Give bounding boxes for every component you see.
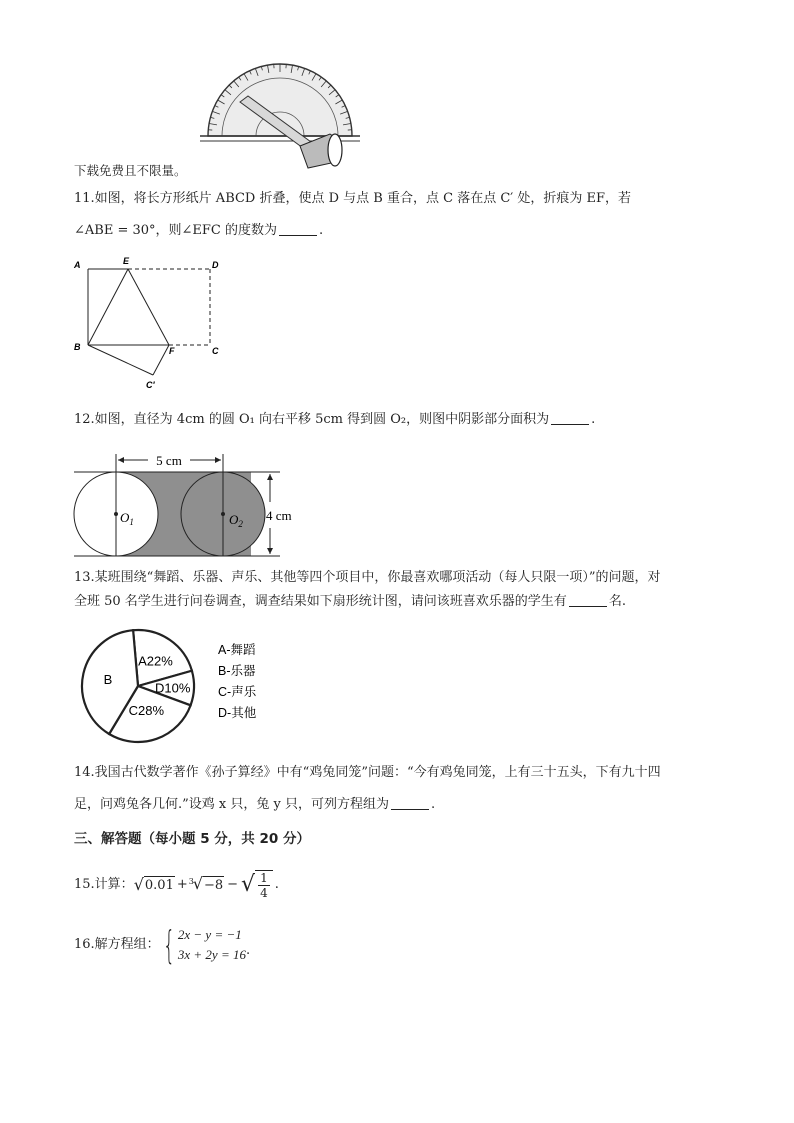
o2-sub: 2 — [238, 519, 243, 529]
equation-2: 3x + 2y = 16 — [177, 947, 246, 962]
label-F: F — [169, 346, 175, 356]
q13-line2 — [74, 593, 626, 611]
protractor-illustration — [196, 58, 364, 170]
label-B: B — [74, 342, 81, 352]
o1-sub: 1 — [129, 517, 134, 527]
section-heading: 三、解答题（每小题 5 分，共 20 分） — [74, 831, 310, 847]
numerator: 1 — [260, 871, 268, 885]
answer-blank[interactable] — [551, 412, 589, 425]
denominator: 4 — [260, 886, 268, 900]
label-C-prime: C′ — [146, 380, 155, 390]
o1-letter: O — [120, 510, 130, 525]
diameter-label: 4 cm — [266, 508, 292, 523]
label-C: C — [212, 346, 219, 356]
q14-line2-end: . — [430, 797, 436, 812]
pie-label-D: D10% — [154, 680, 191, 696]
q13-line2-text: 全班 50 名学生进行问卷调查，调查结果如下扇形统计图，请问该班喜欢乐器的学生有 — [74, 594, 567, 609]
q13-line1: 13.某班围绕“舞蹈、乐器、声乐、其他等四个项目中，你最喜欢哪项活动（每人只限一项）”的问题，对 — [74, 570, 661, 585]
o2-letter: O — [229, 512, 239, 527]
brace: { — [162, 923, 175, 967]
legend-item-C: C-声乐 — [218, 685, 257, 699]
q11-line2 — [74, 222, 323, 240]
q11-line2-text: ∠ABE = 30°，则∠EFC 的度数为 — [74, 223, 278, 238]
q16-prefix: 16.解方程组： — [74, 937, 160, 952]
q14-line1: 14.我国古代数学著作《孙子算经》中有“鸡兔同笼”问题：“今有鸡兔同笼，上有三十五头，下有九十四 — [74, 765, 661, 780]
q15-radicand-2: −8 — [203, 877, 224, 893]
shift-label: 5 cm — [156, 453, 182, 468]
q11-figure — [68, 254, 228, 394]
q14-line2-text: 足，问鸡兔各几何.”设鸡 x 只，兔 y 只，可列方程组为 — [74, 797, 389, 812]
pie-label-A: A22% — [138, 653, 173, 669]
q15-end: . — [274, 877, 279, 892]
equation-1: 2x − y = −1 — [177, 927, 242, 942]
legend-item-D: D-其他 — [218, 706, 257, 720]
pie-label-C: C28% — [128, 702, 165, 718]
pie-label-B: B — [103, 672, 113, 688]
answer-blank[interactable] — [569, 594, 607, 607]
fraction — [255, 870, 273, 900]
sqrt-sign-2: √ — [241, 872, 256, 897]
q15-line — [74, 868, 279, 902]
q15-prefix: 15.计算： — [74, 877, 134, 892]
q12-figure — [68, 446, 318, 560]
q13-pie-chart — [68, 628, 288, 750]
legend-item-A: A-舞蹈 — [218, 643, 256, 657]
label-E: E — [123, 256, 130, 266]
q14-line2 — [74, 796, 435, 814]
q15-plus: + — [176, 877, 188, 892]
top-caption: 下载免费且不限量。 — [74, 163, 187, 178]
equation-system — [178, 925, 246, 965]
answer-blank[interactable] — [279, 223, 317, 236]
label-A: A — [74, 260, 81, 270]
root-sign: √ — [192, 874, 203, 893]
label-D: D — [212, 260, 219, 270]
q13-line2-end: 名. — [608, 594, 626, 609]
q12-line — [74, 411, 595, 429]
q11-line1: 11.如图，将长方形纸片 ABCD 折叠，使点 D 与点 B 重合，点 C 落在点 C′ 处，折痕为 EF，若 — [74, 191, 632, 206]
q11-line2-end: . — [319, 223, 324, 238]
root-index: 3 — [188, 877, 194, 886]
q15-minus: − — [227, 877, 239, 892]
q16-end: . — [245, 943, 251, 958]
sqrt-sign: √ — [133, 875, 144, 894]
answer-blank[interactable] — [391, 797, 429, 810]
cube-root — [190, 875, 203, 895]
q12-end: . — [591, 412, 596, 427]
q16-line — [74, 924, 250, 966]
q15-radicand-1: 0.01 — [144, 877, 174, 893]
legend-item-B: B-乐器 — [218, 664, 256, 678]
q12-text: 12.如图，直径为 4cm 的圆 O₁ 向右平移 5cm 得到圆 O₂，则图中阴影部分面积为 — [74, 412, 550, 427]
